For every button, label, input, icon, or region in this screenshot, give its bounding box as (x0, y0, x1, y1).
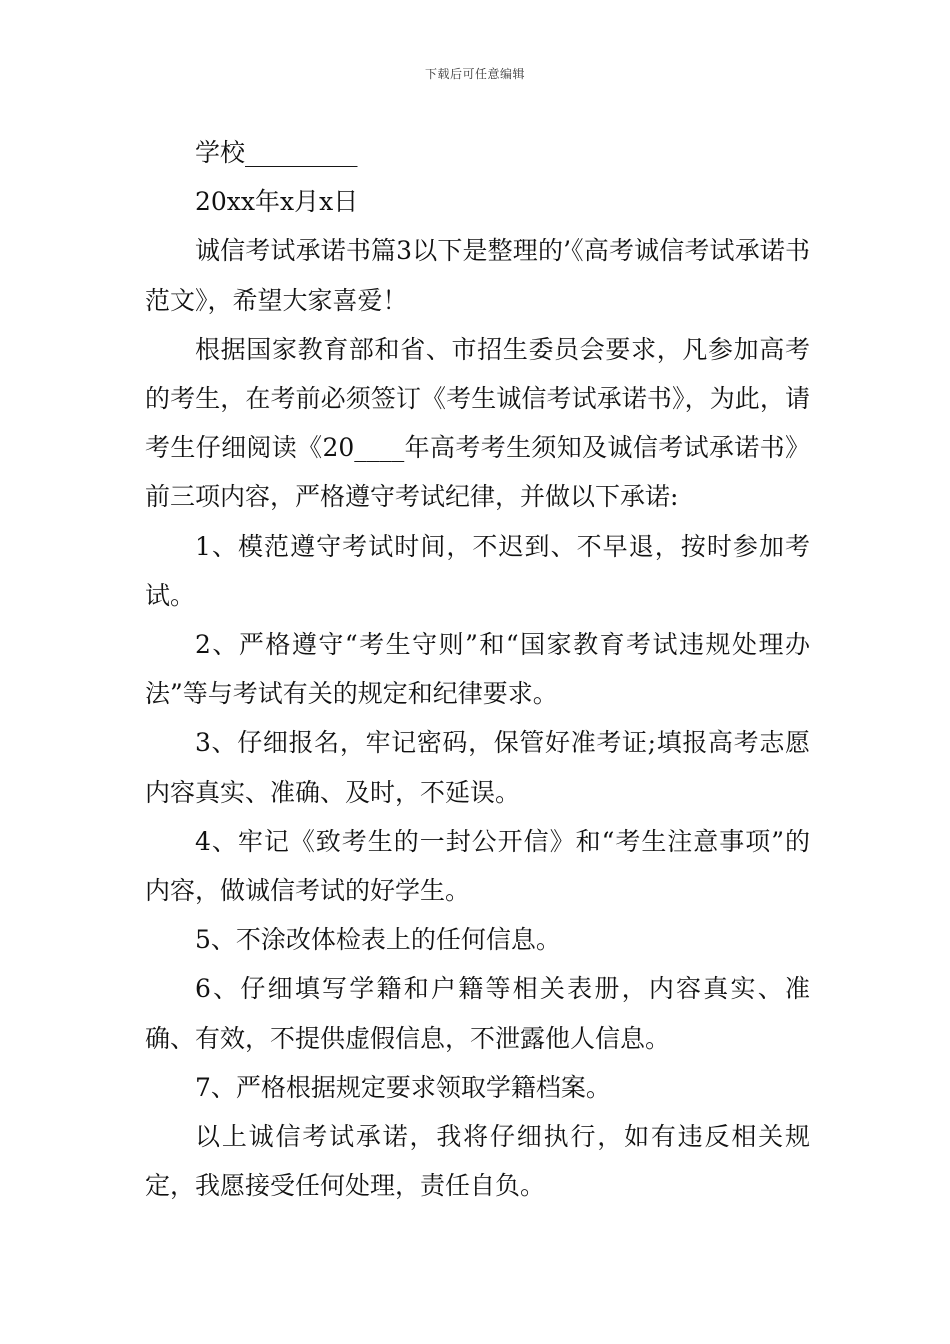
pledge-item-1: 1、模范遵守考试时间，不迟到、不早退，按时参加考试。 (145, 531, 810, 610)
pledge-item-2: 2、严格遵守“考生守则”和“国家教育考试违规处理办法”等与考试有关的规定和纪律要求。 (145, 630, 810, 709)
pledge-item-4: 4、牢记《致考生的一封公开信》和“考生注意事项”的内容，做诚信考试的好学生。 (145, 826, 810, 906)
page-header-note: 下载后可任意编辑 (424, 67, 525, 81)
closing-paragraph: 以上诚信考试承诺，我将仔细执行，如有违反相关规定，我愿接受任何处理，责任自负。 (145, 1122, 810, 1201)
document-body (145, 128, 810, 1210)
pledge-item-6: 6、仔细填写学籍和户籍等相关表册，内容真实、准确、有效，不提供虚假信息，不泄露他人信息。 (145, 974, 810, 1053)
pledge-item-7: 7、严格根据规定要求领取学籍档案。 (195, 1072, 611, 1102)
date-line: 20xx年x月x日 (195, 187, 359, 217)
pledge-item-5: 5、不涂改体检表上的任何信息。 (195, 925, 561, 955)
pledge-item-3: 3、仔细报名，牢记密码，保管好准考证;填报高考志愿内容真实、准确、及时，不延误。 (145, 728, 810, 807)
intro-paragraph: 诚信考试承诺书篇3以下是整理的’《高考诚信考试承诺书范文》，希望大家喜爱！ (145, 236, 810, 315)
school-signature-line: 学校_________ (195, 138, 358, 167)
preamble-paragraph: 根据国家教育部和省、市招生委员会要求，凡参加高考的考生，在考前必须签订《考生诚信考试承诺书》，为此，请考生仔细阅读《20____年高考考生须知及诚信考试承诺书》前三项内容，严格遵守考试纪律，并做以下承诺: (145, 334, 810, 512)
